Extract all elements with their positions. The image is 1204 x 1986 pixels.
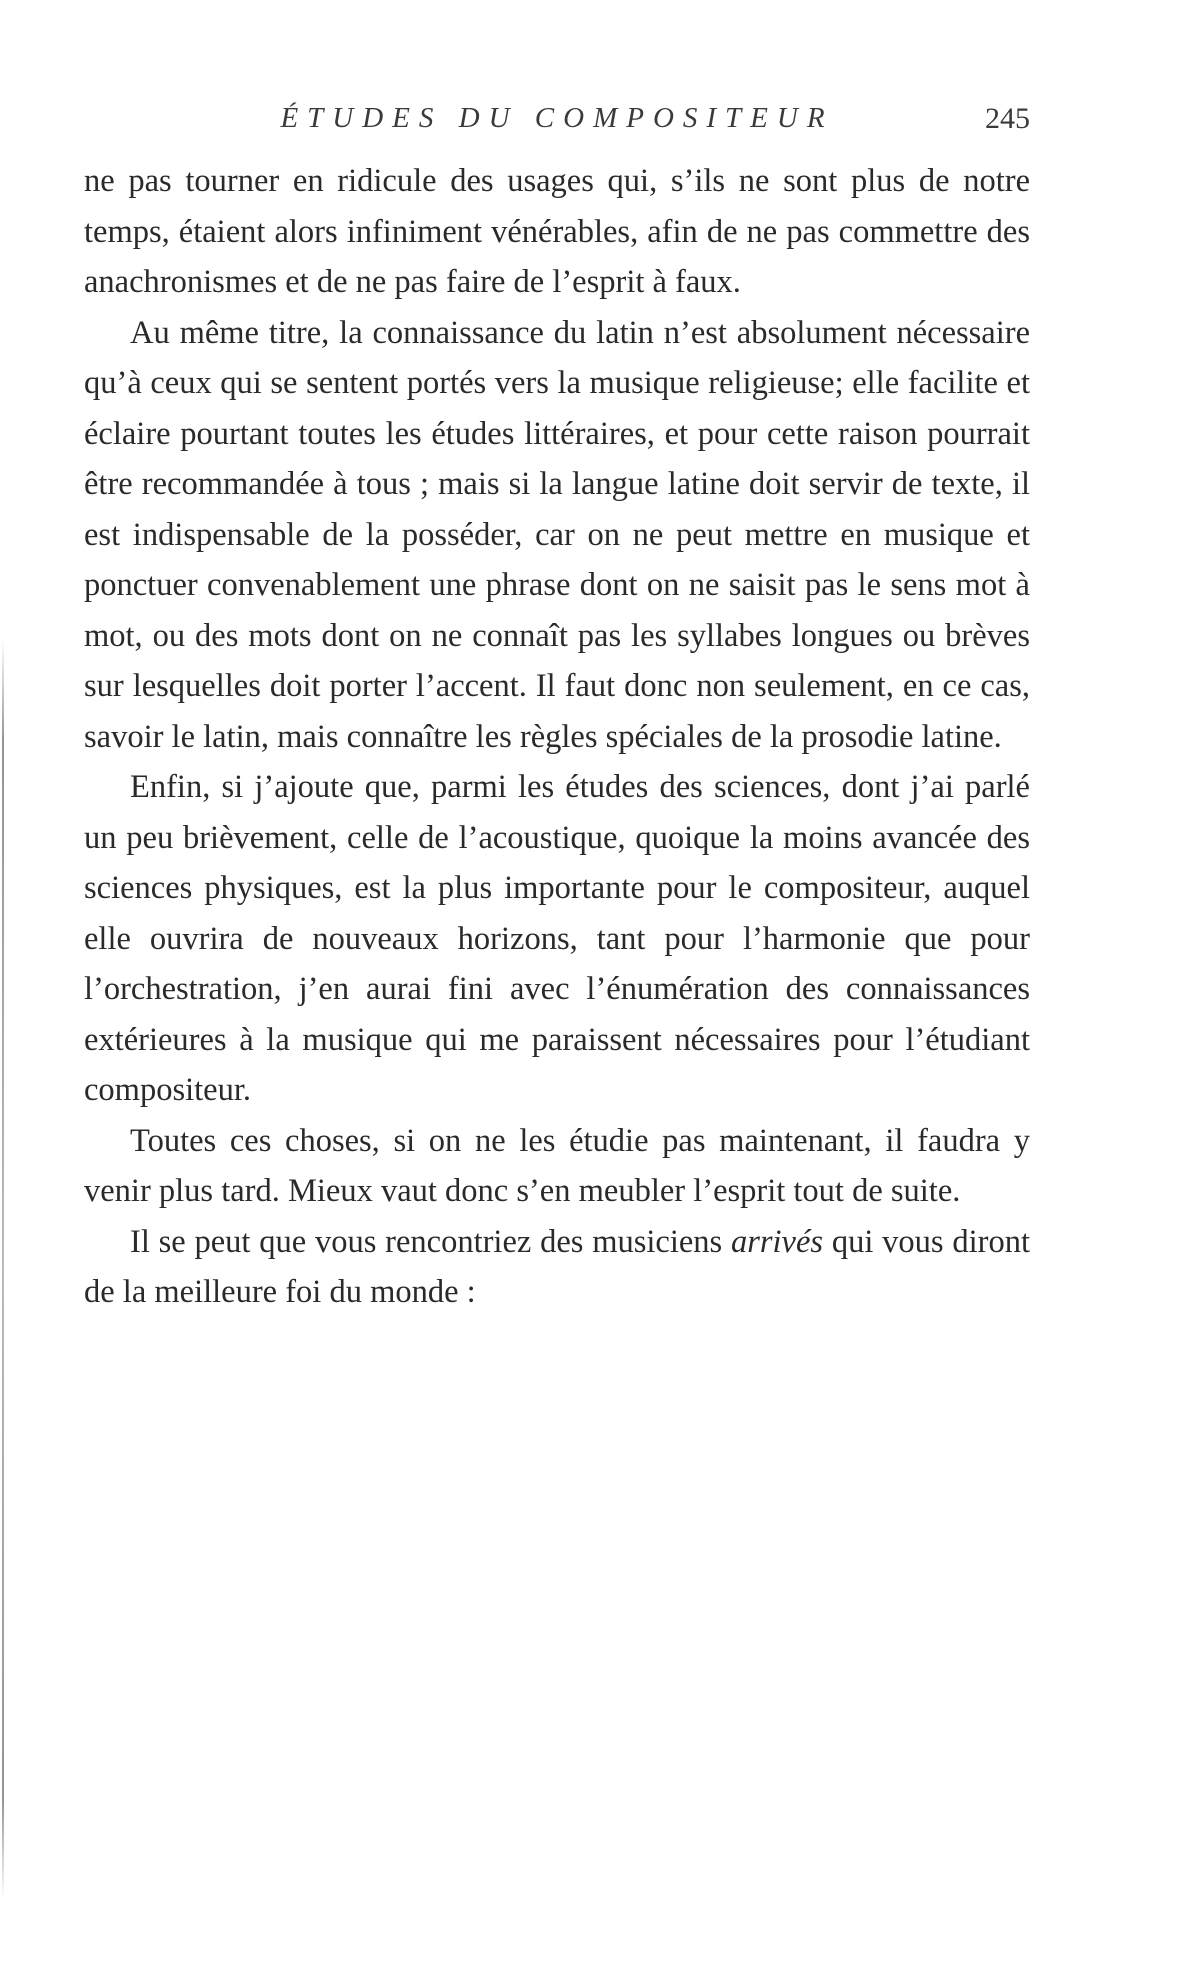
italic-word-arrives: arrivés [730, 1223, 824, 1260]
paragraph-musicians-end: qui vous diront de la meilleure foi du monde : [84, 1223, 1030, 1310]
paragraph-latin: Au même titre, la connaissance du latin n’est absolument nécessaire qu’à ceux qui se sentent portés vers la musique religieuse; elle facilite et éclaire pourtant toutes les études littéraires, et pour cette raison pourrait être recommandée à tous ; mais si la langue latine doit servir de texte, il est indispensable de la posséder, car on ne peut mettre en musique et ponctuer convenablement une phrase dont on ne saisit pas le sens mot à mot, ou des mots dont on ne connaît pas les syllabes longues ou brèves sur lesquelles doit porter l’accent. Il faut donc non seulement, en ce cas, savoir le latin, mais connaître les règles spéciales de la prosodie latine. [84, 314, 1030, 755]
running-head [84, 102, 1030, 142]
running-title: ÉTUDES DU COMPOSITEUR [280, 102, 834, 134]
body-text [84, 156, 1030, 1318]
page-gutter-edge [2, 640, 4, 1900]
paragraph-musicians-start: Il se peut que vous rencontriez des musiciens [130, 1223, 731, 1260]
paragraph-musicians [84, 1217, 1030, 1318]
paragraph-acoustics: Enfin, si j’ajoute que, parmi les études des sciences, dont j’ai parlé un peu brièvement, celle de l’acoustique, quoique la moins avancée des sciences physiques, est la plus importante pour le compositeur, auquel elle ouvrira de nouveaux horizons, tant pour l’harmonie que pour l’orchestration, j’en aurai fini avec l’énumération des connaissances extérieures à la musique qui me paraissent nécessaires pour l’étudiant compositeur. [84, 769, 1030, 1108]
page-number: 245 [985, 102, 1030, 135]
paragraph-continued: ne pas tourner en ridicule des usages qui, s’ils ne sont plus de notre temps, étaient alors infiniment vénérables, afin de ne pas commettre des anachronismes et de ne pas faire de l’esprit à faux. [84, 163, 1030, 300]
paragraph-study-now: Toutes ces choses, si on ne les étudie pas maintenant, il faudra y venir plus tard. Mieux vaut donc s’en meubler l’esprit tout de suite. [84, 1122, 1030, 1209]
